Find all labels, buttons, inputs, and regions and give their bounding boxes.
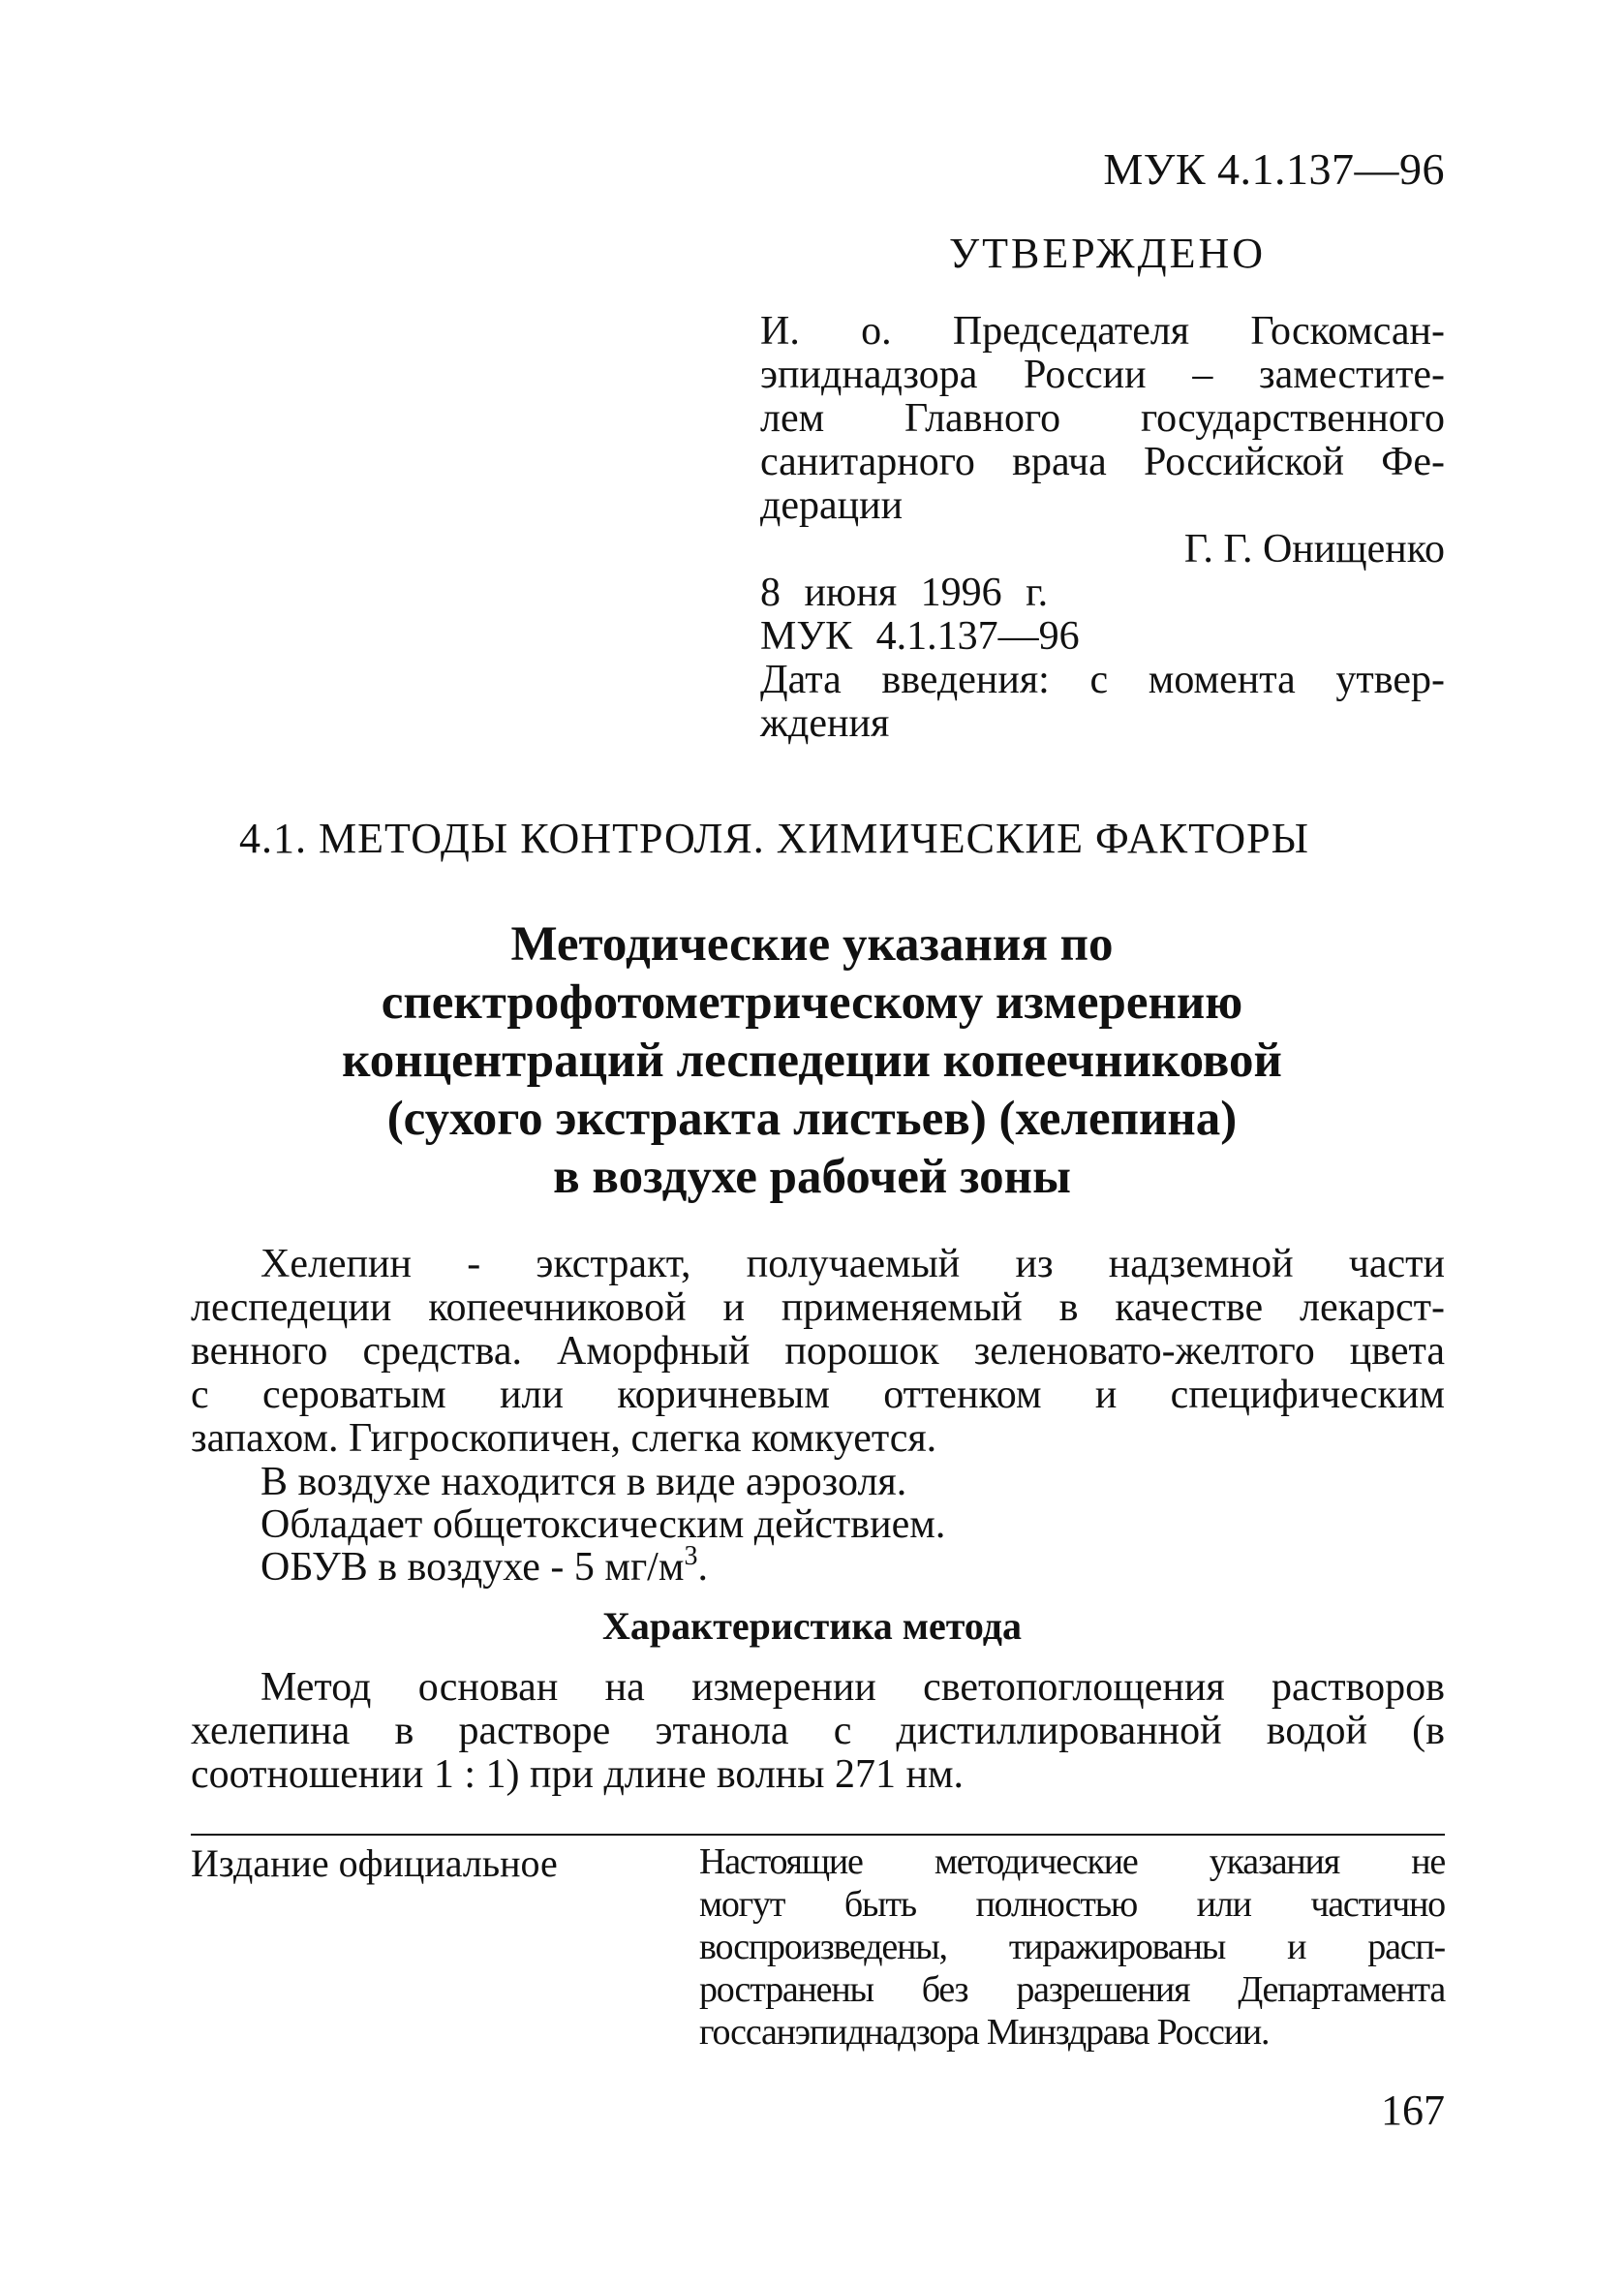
title-line: (сухого экстракта листьев) (хелепина)	[386, 1092, 1238, 1146]
paragraph-line: Хелепин - экстракт, получаемый из надземной части	[260, 1242, 1445, 1286]
title-line: спектрофотометрическому измерению	[381, 975, 1243, 1030]
edition-label: Издание официальное	[191, 1841, 558, 1885]
notice-line: Настоящие методические указания не	[699, 1841, 1445, 1882]
page-number: 167	[1381, 2086, 1445, 2134]
obuv-text: ОБУВ в воздухе - 5 мг/м	[260, 1545, 685, 1590]
introduction-date-cont: ждения	[760, 701, 890, 746]
section-heading: 4.1. МЕТОДЫ КОНТРОЛЯ. ХИМИЧЕСКИЕ ФАКТОРЫ	[239, 815, 1310, 862]
title-line: в воздухе рабочей зоны	[553, 1150, 1071, 1204]
cubic-superscript: 3	[684, 1541, 698, 1571]
property-lines	[260, 1461, 945, 1589]
paragraph-line: венного средства. Аморфный порошок зеленовато-желтого цвета	[191, 1329, 1445, 1374]
paragraph-line: Метод основан на измерении светопоглощения растворов	[260, 1665, 1445, 1710]
copyright-notice	[699, 1840, 1445, 2054]
signatory-name: Г. Г. Онищенко	[1183, 527, 1445, 572]
intro-paragraph	[191, 1243, 1445, 1461]
approval-line: И. о. Председателя Госкомсан-	[760, 309, 1445, 354]
approval-line: лем Главного государственного	[760, 396, 1445, 441]
document-title	[0, 915, 1624, 1206]
approval-date: 8 июня 1996 г.	[760, 571, 1049, 615]
paragraph-line: соотношении 1 : 1) при длине волны 271 нм.	[191, 1752, 965, 1797]
paragraph-line: с сероватым или коричневым оттенком и специфическим	[191, 1373, 1445, 1417]
paragraph-line: хелепина в растворе этанола с дистиллированной водой (в	[191, 1709, 1445, 1753]
approval-line: эпиднадзора России – заместите-	[760, 353, 1445, 397]
approval-doc-code: МУК 4.1.137—96	[760, 614, 1080, 659]
document-code: МУК 4.1.137—96	[1103, 144, 1445, 194]
method-paragraph	[191, 1666, 1445, 1797]
title-line: концентраций леспедеции копеечниковой	[342, 1034, 1282, 1088]
approval-block	[760, 310, 1445, 746]
aerosol-line: В воздухе находится в виде аэрозоля.	[260, 1460, 907, 1504]
footer-divider	[191, 1834, 1445, 1836]
introduction-date: Дата введения: с момента утвер-	[760, 658, 1445, 702]
notice-line: могут быть полностью или частично	[699, 1884, 1445, 1925]
approval-line: дерации	[760, 483, 904, 528]
obuv-period: .	[697, 1545, 708, 1590]
notice-line: воспроизведены, тиражированы и расп-	[699, 1927, 1445, 1967]
notice-line: ространены без разрешения Департамента	[699, 1969, 1445, 2010]
paragraph-line: леспедеции копеечниковой и применяемый в качестве лекарст-	[191, 1285, 1445, 1330]
method-heading: Характеристика метода	[602, 1604, 1022, 1648]
notice-line: госсанэпиднадзора Минздрава России.	[699, 2012, 1270, 2053]
obuv-line	[260, 1541, 945, 1590]
approved-label: УТВЕРЖДЕНО	[949, 230, 1267, 277]
title-line: Методические указания по	[510, 917, 1114, 972]
toxicity-line: Обладает общетоксическим действием.	[260, 1502, 946, 1547]
approval-line: санитарного врача Российской Фе-	[760, 440, 1445, 484]
paragraph-line: запахом. Гигроскопичен, слегка комкуется.	[191, 1416, 937, 1461]
